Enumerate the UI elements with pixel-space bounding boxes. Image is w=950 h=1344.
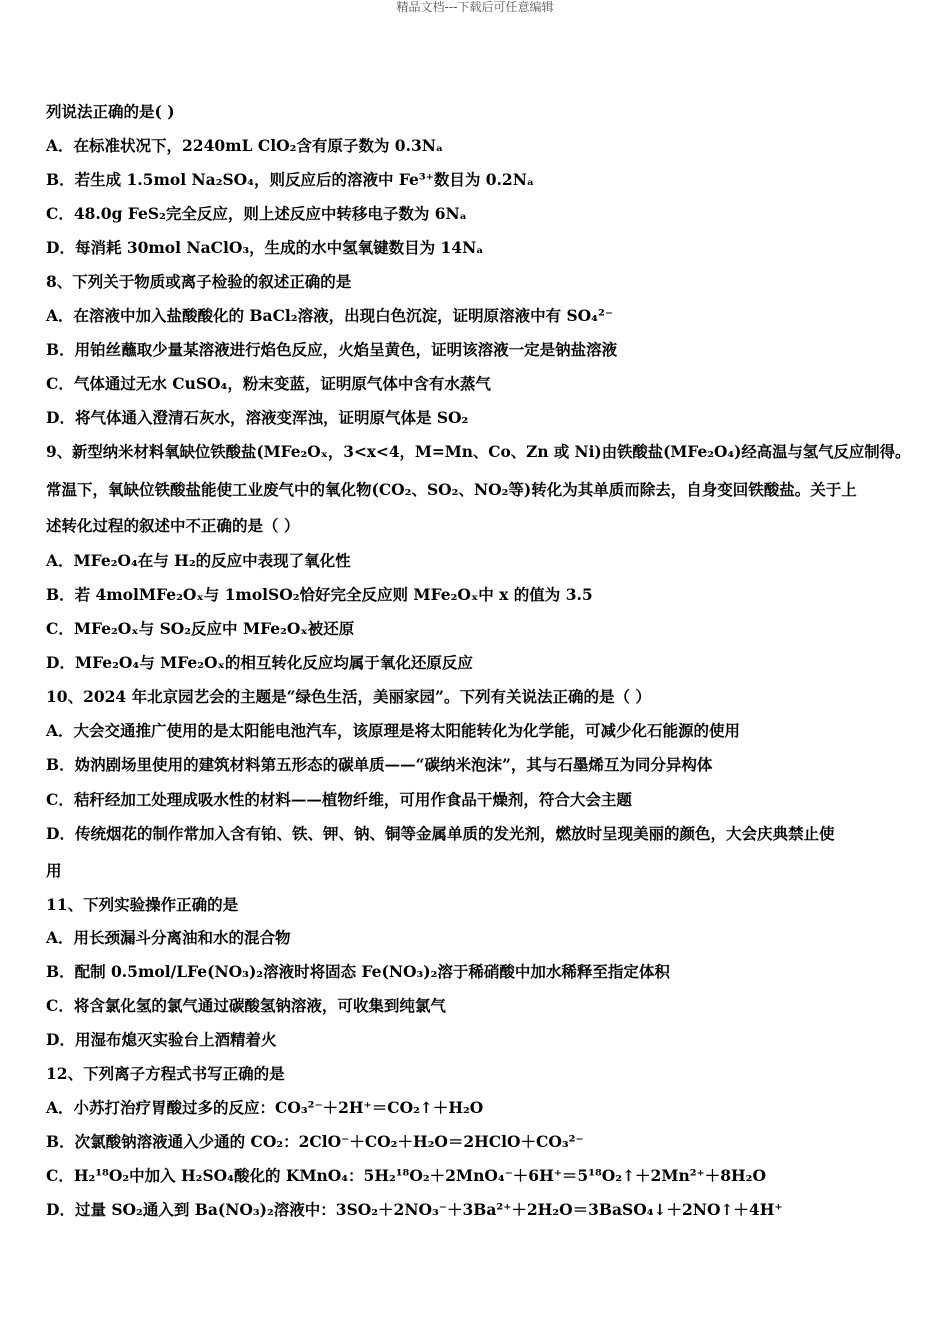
text-line: B．配制 0.5mol/LFe(NO₃)₂溶液时将固态 Fe(NO₃)₂溶于稀硝酸中加水稀释至指定体积 bbox=[46, 962, 670, 981]
text-line: D．每消耗 30mol NaClO₃，生成的水中氢氧键数目为 14Nₐ bbox=[46, 238, 484, 257]
text-line: A．在标准状况下，2240mL ClO₂含有原子数为 0.3Nₐ bbox=[46, 136, 444, 155]
text-line: B．次氯酸钠溶液通入少通的 CO₂：2ClO⁻＋CO₂＋H₂O＝2HClO＋CO₃²⁻ bbox=[46, 1132, 584, 1151]
text-line: C．将含氯化氢的氯气通过碳酸氢钠溶液，可收集到纯氯气 bbox=[46, 996, 446, 1015]
text-line: D．传统烟花的制作常加入含有铂、铁、钾、钠、铜等金属单质的发光剂，燃放时呈现美丽的颜色，大会庆典禁止使 bbox=[46, 824, 835, 843]
text-line: D．过量 SO₂通入到 Ba(NO₃)₂溶液中：3SO₂＋2NO₃⁻＋3Ba²⁺＋2H₂O＝3BaSO₄↓＋2NO↑＋4H⁺ bbox=[46, 1200, 783, 1219]
text-line: C．MFe₂Oₓ与 SO₂反应中 MFe₂Oₓ被还原 bbox=[46, 619, 355, 638]
text-line: 11、下列实验操作正确的是 bbox=[46, 895, 239, 914]
text-line: A．用长颈漏斗分离油和水的混合物 bbox=[46, 928, 291, 947]
text-line: A．MFe₂O₄在与 H₂的反应中表现了氧化性 bbox=[46, 551, 351, 570]
text-line: A．大会交通推广使用的是太阳能电池汽车，该原理是将太阳能转化为化学能，可减少化石能源的使用 bbox=[46, 721, 741, 740]
page-header: 精品文档---下载后可任意编辑 bbox=[396, 0, 554, 14]
text-line: B．若生成 1.5mol Na₂SO₄，则反应后的溶液中 Fe³⁺数目为 0.2Nₐ bbox=[46, 170, 535, 189]
text-line: 列说法正确的是( ) bbox=[46, 102, 175, 121]
text-line: D．MFe₂O₄与 MFe₂Oₓ的相互转化反应均属于氧化还原反应 bbox=[46, 653, 473, 672]
text-line: D．用湿布熄灭实验台上酒精着火 bbox=[46, 1030, 277, 1049]
text-line: B．用铂丝蘸取少量某溶液进行焰色反应，火焰呈黄色，证明该溶液一定是钠盐溶液 bbox=[46, 340, 618, 359]
text-line: A．在溶液中加入盐酸酸化的 BaCl₂溶液，出现白色沉淀，证明原溶液中有 SO₄²⁻ bbox=[46, 306, 613, 325]
text-line: 8、下列关于物质或离子检验的叙述正确的是 bbox=[46, 272, 352, 291]
text-line: C．48.0g FeS₂完全反应，则上述反应中转移电子数为 6Nₐ bbox=[46, 204, 467, 223]
text-line: C．秸秆经加工处理成吸水性的材料——植物纤维，可用作食品干燥剂，符合大会主题 bbox=[46, 790, 632, 809]
text-line: 9、新型纳米材料氧缺位铁酸盐(MFe₂Oₓ，3<x<4，M=Mn、Co、Zn 或 Ni)由铁酸盐(MFe₂O₄)经高温与氢气反应制得。 bbox=[46, 442, 911, 461]
text-line: D．将气体通入澄清石灰水，溶液变浑浊，证明原气体是 SO₂ bbox=[46, 408, 469, 427]
text-line: C．气体通过无水 CuSO₄，粉末变蓝，证明原气体中含有水蒸气 bbox=[46, 374, 491, 393]
text-line: 常温下，氧缺位铁酸盐能使工业废气中的氧化物(CO₂、SO₂、NO₂等)转化为其单质而除去，自身变回铁酸盐。关于上 bbox=[46, 480, 857, 499]
text-line: C．H₂¹⁸O₂中加入 H₂SO₄酸化的 KMnO₄：5H₂¹⁸O₂＋2MnO₄⁻＋6H⁺＝5¹⁸O₂↑＋2Mn²⁺＋8H₂O bbox=[46, 1166, 766, 1185]
text-line: 12、下列离子方程式书写正确的是 bbox=[46, 1064, 285, 1083]
text-line: 述转化过程的叙述中不正确的是（ ） bbox=[46, 516, 300, 535]
text-line: A．小苏打治疗胃酸过多的反应：CO₃²⁻＋2H⁺＝CO₂↑＋H₂O bbox=[46, 1098, 484, 1117]
text-line: 10、2024 年北京园艺会的主题是“绿色生活，美丽家园”。下列有关说法正确的是（ ） bbox=[46, 687, 651, 706]
text-line: 用 bbox=[46, 861, 62, 880]
text-line: B．若 4molMFe₂Oₓ与 1molSO₂恰好完全反应则 MFe₂Oₓ中 x 的值为 3.5 bbox=[46, 585, 593, 604]
text-line: B．妫汭剧场里使用的建筑材料第五形态的碳单质——“碳纳米泡沫”，其与石墨烯互为同分异构体 bbox=[46, 755, 713, 774]
